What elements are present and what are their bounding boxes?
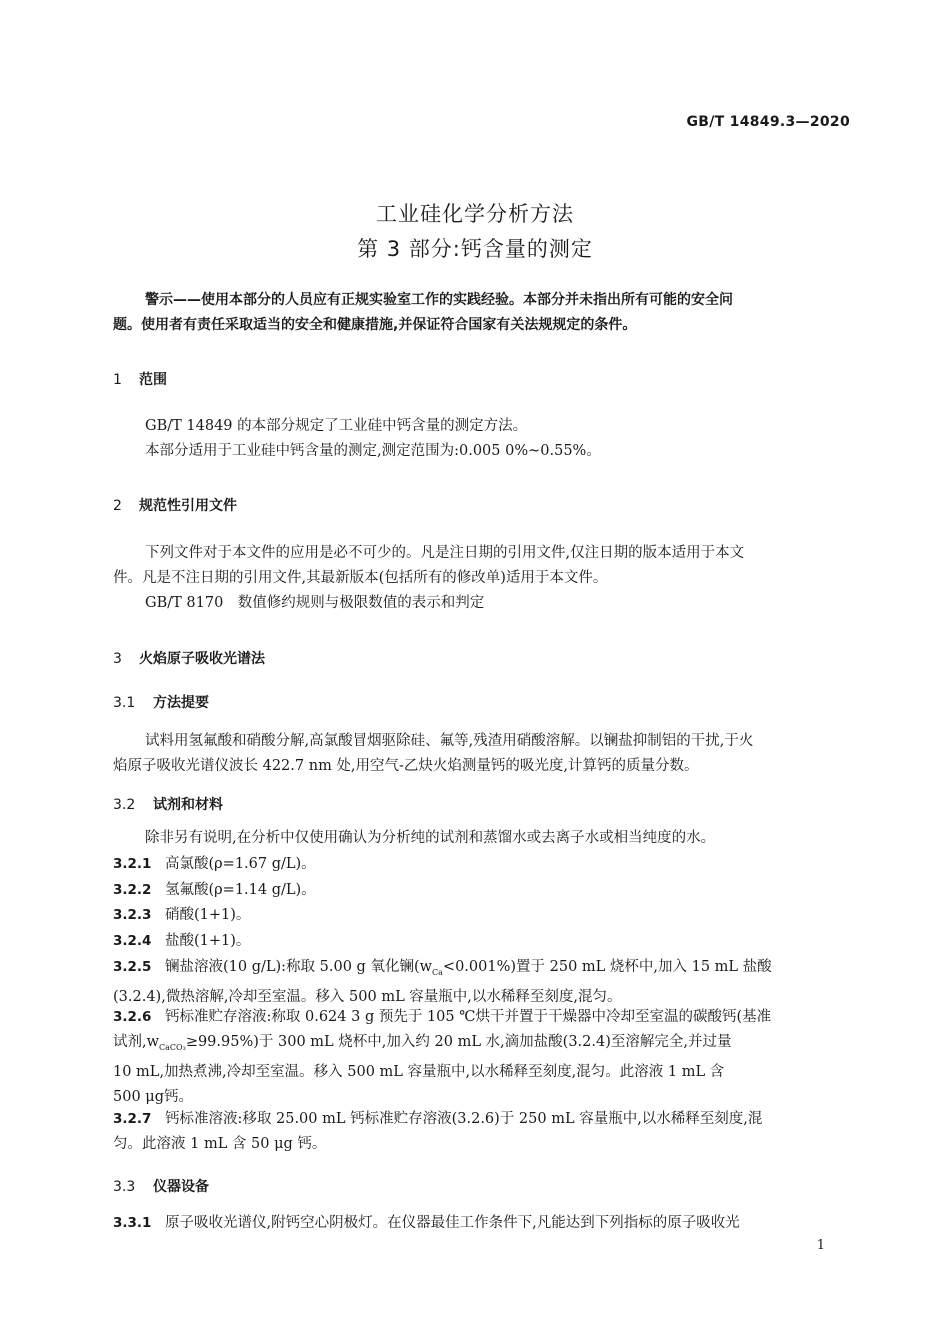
section-title: 试剂和材料 [153,797,223,813]
reagent-item [113,852,850,877]
text-line: 500 μg钙。 [113,1088,193,1105]
text-line: 匀。此溶液 1 mL 含 50 μg 钙。 [113,1136,327,1152]
item-number: 3.2.1 [113,856,152,872]
text-line [113,1005,850,1030]
page-number: 1 [816,1238,825,1253]
section-number: 3.2 [113,797,136,813]
reagent-item [113,878,850,903]
subsection-heading-3-2 [113,794,223,814]
warning-line: 警示——使用本部分的人员应有正规实验室工作的实践经验。本部分并未指出所有可能的安全问 [145,292,733,308]
subscript: CaCO₃ [159,1042,186,1052]
text-line: 件。凡是不注日期的引用文件,其最新版本(包括所有的修改单)适用于本文件。 [113,570,608,586]
section-title: 火焰原子吸收光谱法 [139,651,265,667]
item-text: <0.001%)置于 250 mL 烧杯中,加入 15 mL 盐酸 [442,959,772,975]
method-summary-paragraph [113,729,850,779]
section-heading-2 [113,495,237,515]
section-number: 3.3 [113,1179,136,1195]
text-line [113,1107,850,1132]
warning-line: 题。使用者有责任采取适当的安全和健康措施,并保证符合国家有关法规规定的条件。 [113,317,637,333]
section-title: 方法提要 [153,695,209,711]
section-number: 2 [113,498,122,514]
item-number: 3.2.6 [113,1009,152,1025]
item-number: 3.2.2 [113,882,152,898]
reagent-item [113,1005,850,1110]
reagents-intro [113,826,850,851]
text-line: 试料用氢氟酸和硝酸分解,高氯酸冒烟驱除硅、氟等,残渣用硝酸溶解。以镧盐抑制铝的干扰,于火 [145,733,754,749]
apparatus-item [113,1211,850,1236]
text-line: GB/T 14849 的本部分规定了工业硅中钙含量的测定方法。 [145,418,528,434]
section-heading-1 [113,369,167,389]
section-number: 1 [113,372,122,388]
document-title: 工业硅化学分析方法 [376,202,574,226]
text-line: 焰原子吸收光谱仪波长 422.7 nm 处,用空气-乙炔火焰测量钙的吸光度,计算钙的质量分数。 [113,758,699,774]
reagent-item [113,1107,850,1157]
item-text: 盐酸(1+1)。 [165,933,251,949]
item-text: 氢氟酸(ρ=1.14 g/L)。 [165,882,316,898]
document-subtitle: 第 3 部分:钙含量的测定 [357,237,593,261]
text-line: 除非另有说明,在分析中仅使用确认为分析纯的试剂和蒸馏水或去离子水或相当纯度的水。 [145,830,716,846]
scope-paragraph [113,414,850,464]
subscript: Ca [432,967,443,977]
standard-code: GB/T 14849.3—2020 [686,114,850,130]
reagent-item [113,955,850,1010]
item-text: 镧盐溶液(10 g/L):称取 5.00 g 氧化镧(w [165,959,433,975]
warning-paragraph [113,288,850,338]
section-number: 3 [113,651,122,667]
item-text: ≥99.95%)于 300 mL 烧杯中,加入约 20 mL 水,滴加盐酸(3.2.4)至溶解完全,并过量 [185,1034,732,1050]
item-number: 3.2.3 [113,907,152,923]
item-text: 钙标准溶液:移取 25.00 mL 钙标准贮存溶液(3.2.6)于 250 mL 容量瓶中,以水稀释至刻度,混 [165,1111,763,1127]
references-paragraph [113,541,850,616]
section-title: 仪器设备 [153,1179,209,1195]
reagent-item [113,929,850,954]
text-line [113,1030,850,1060]
section-title: 规范性引用文件 [139,498,237,514]
item-number: 3.3.1 [113,1215,152,1231]
item-text: 试剂,w [113,1034,160,1050]
text-line [113,955,850,985]
section-title: 范围 [139,372,167,388]
item-text: 高氯酸(ρ=1.67 g/L)。 [165,856,316,872]
item-text: 钙标准贮存溶液:称取 0.624 3 g 预先于 105 ℃烘干并置于干燥器中冷却至室温的碳酸钙(基准 [165,1009,772,1025]
item-text: 硝酸(1+1)。 [165,907,251,923]
item-number: 3.2.5 [113,959,152,975]
subsection-heading-3-1 [113,692,209,712]
item-number: 3.2.4 [113,933,152,949]
text-line: 本部分适用于工业硅中钙含量的测定,测定范围为:0.005 0%~0.55%。 [145,443,601,459]
text-line: 下列文件对于本文件的应用是必不可少的。凡是注日期的引用文件,仅注日期的版本适用于本文 [145,545,745,561]
text-line: (3.2.4),微热溶解,冷却至室温。移入 500 mL 容量瓶中,以水稀释至刻度,混匀。 [113,988,622,1005]
item-number: 3.2.7 [113,1111,152,1127]
section-heading-3 [113,648,265,668]
item-text: 原子吸收光谱仪,附钙空心阴极灯。在仪器最佳工作条件下,凡能达到下列指标的原子吸收光 [165,1215,740,1231]
subsection-heading-3-3 [113,1176,209,1196]
reagent-item [113,903,850,928]
text-line: 10 mL,加热煮沸,冷却至室温。移入 500 mL 容量瓶中,以水稀释至刻度,混匀。此溶液 1 mL 含 [113,1063,725,1080]
reference-entry: GB/T 8170 数值修约规则与极限数值的表示和判定 [145,595,485,611]
section-number: 3.1 [113,695,136,711]
